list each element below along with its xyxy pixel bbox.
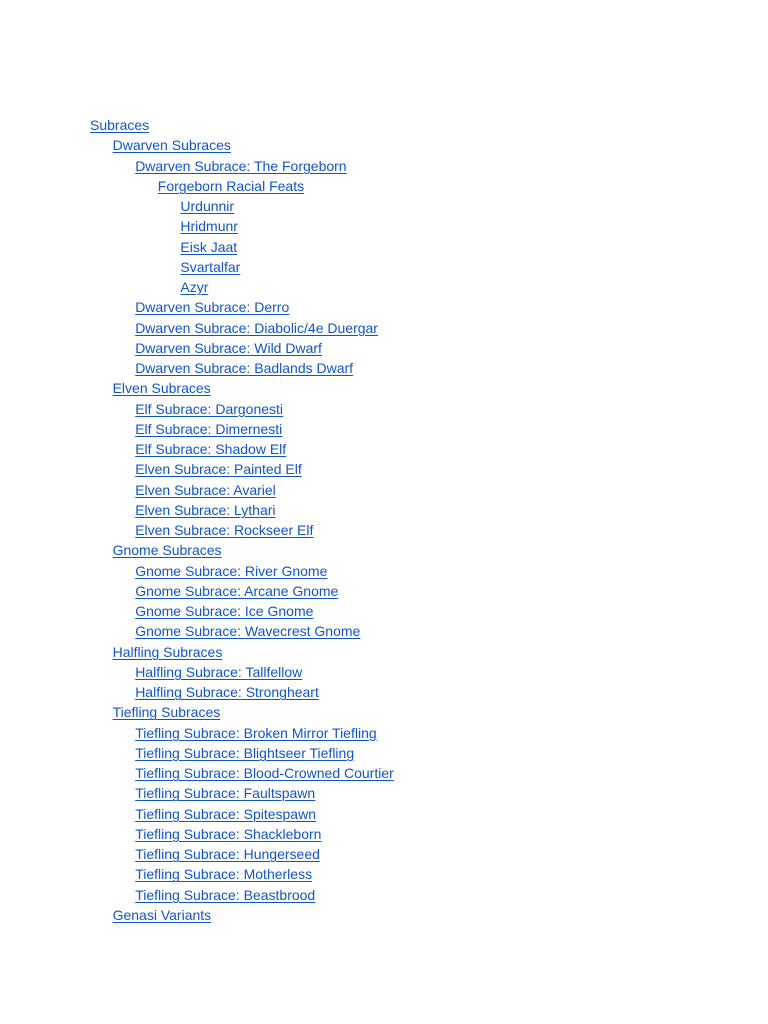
toc-link[interactable]: Elven Subrace: Painted Elf (135, 461, 302, 478)
toc-entry (90, 277, 394, 297)
toc-entry (90, 237, 394, 257)
toc-link[interactable]: Genasi Variants (112, 906, 212, 923)
toc-entry (90, 156, 394, 176)
toc-entry (90, 743, 394, 763)
toc-link[interactable]: Urdunnir (180, 198, 235, 214)
toc-link[interactable]: Svartalfar (180, 258, 241, 275)
toc-entry (90, 702, 394, 722)
toc-entry (90, 662, 394, 682)
toc-entry (90, 318, 394, 338)
toc-link[interactable]: Tiefling Subrace: Blightseer Tiefling (135, 744, 355, 761)
toc-entry (90, 419, 394, 439)
toc-entry (90, 500, 394, 520)
toc-entry (90, 864, 394, 884)
toc-link[interactable]: Halfling Subraces (112, 643, 223, 660)
toc-link[interactable]: Tiefling Subrace: Shackleborn (135, 825, 322, 842)
toc-link[interactable]: Elven Subraces (112, 380, 211, 397)
toc-link[interactable]: Tiefling Subrace: Faultspawn (135, 785, 316, 802)
toc-link[interactable]: Tiefling Subrace: Beastbrood (135, 886, 316, 903)
toc-link[interactable]: Halfling Subrace: Tallfellow (135, 663, 303, 680)
toc-link[interactable]: Dwarven Subrace: Badlands Dwarf (135, 360, 354, 376)
toc-link[interactable]: Tiefling Subraces (112, 704, 221, 721)
toc-entry (90, 621, 394, 641)
toc-entry (90, 783, 394, 803)
toc-entry (90, 642, 394, 662)
toc-entry (90, 480, 394, 500)
toc-entry (90, 115, 394, 135)
toc-entry (90, 844, 394, 864)
toc-link[interactable]: Dwarven Subrace: The Forgeborn (135, 157, 347, 174)
toc-entry (90, 378, 394, 398)
toc-link[interactable]: Tiefling Subrace: Motherless (135, 866, 313, 883)
toc-link[interactable]: Gnome Subrace: Ice Gnome (135, 603, 314, 619)
toc-entry (90, 338, 394, 358)
toc-link[interactable]: Tiefling Subrace: Hungerseed (135, 846, 320, 862)
toc-link[interactable]: Elven Subrace: Rockseer Elf (135, 522, 314, 538)
toc-link[interactable]: Tiefling Subrace: Blood-Crowned Courtier (135, 765, 394, 781)
toc-link[interactable]: Subraces (90, 117, 150, 133)
toc-entry (90, 723, 394, 743)
toc-link[interactable]: Eisk Jaat (180, 238, 238, 255)
toc-entry (90, 196, 394, 216)
toc-link[interactable]: Gnome Subraces (112, 542, 222, 559)
toc-entry (90, 885, 394, 905)
toc-entry (90, 824, 394, 844)
toc-link[interactable]: Elven Subrace: Avariel (135, 481, 276, 498)
toc-link[interactable]: Halfling Subrace: Strongheart (135, 684, 319, 700)
toc-link[interactable]: Hridmunr (180, 218, 238, 235)
toc-link[interactable]: Gnome Subrace: River Gnome (135, 562, 328, 579)
toc-entry (90, 297, 394, 317)
toc-entry (90, 216, 394, 236)
toc-link[interactable]: Azyr (180, 279, 209, 295)
toc-link[interactable]: Dwarven Subraces (112, 137, 231, 154)
toc-link[interactable]: Elven Subrace: Lythari (135, 501, 276, 518)
toc-link[interactable]: Gnome Subrace: Wavecrest Gnome (135, 623, 361, 640)
toc-entry (90, 540, 394, 560)
toc-entry (90, 905, 394, 925)
toc-link[interactable]: Gnome Subrace: Arcane Gnome (135, 582, 339, 599)
table-of-contents (90, 115, 394, 925)
toc-link[interactable]: Forgeborn Racial Feats (157, 177, 305, 194)
toc-entry (90, 520, 394, 540)
toc-entry (90, 176, 394, 196)
toc-link[interactable]: Dwarven Subrace: Derro (135, 299, 290, 316)
toc-link[interactable]: Dwarven Subrace: Diabolic/4e Duergar (135, 319, 378, 336)
toc-entry (90, 561, 394, 581)
toc-link[interactable]: Elf Subrace: Shadow Elf (135, 441, 287, 457)
toc-link[interactable]: Tiefling Subrace: Broken Mirror Tiefling (135, 724, 377, 741)
toc-link[interactable]: Elf Subrace: Dimernesti (135, 420, 283, 437)
toc-entry (90, 763, 394, 783)
toc-entry (90, 257, 394, 277)
toc-link[interactable]: Tiefling Subrace: Spitespawn (135, 805, 316, 822)
toc-entry (90, 581, 394, 601)
toc-link[interactable]: Elf Subrace: Dargonesti (135, 400, 284, 417)
toc-link[interactable]: Dwarven Subrace: Wild Dwarf (135, 339, 322, 356)
toc-entry (90, 358, 394, 378)
toc-entry (90, 439, 394, 459)
toc-entry (90, 804, 394, 824)
toc-entry (90, 135, 394, 155)
toc-entry (90, 682, 394, 702)
toc-entry (90, 399, 394, 419)
toc-entry (90, 601, 394, 621)
toc-entry (90, 459, 394, 479)
